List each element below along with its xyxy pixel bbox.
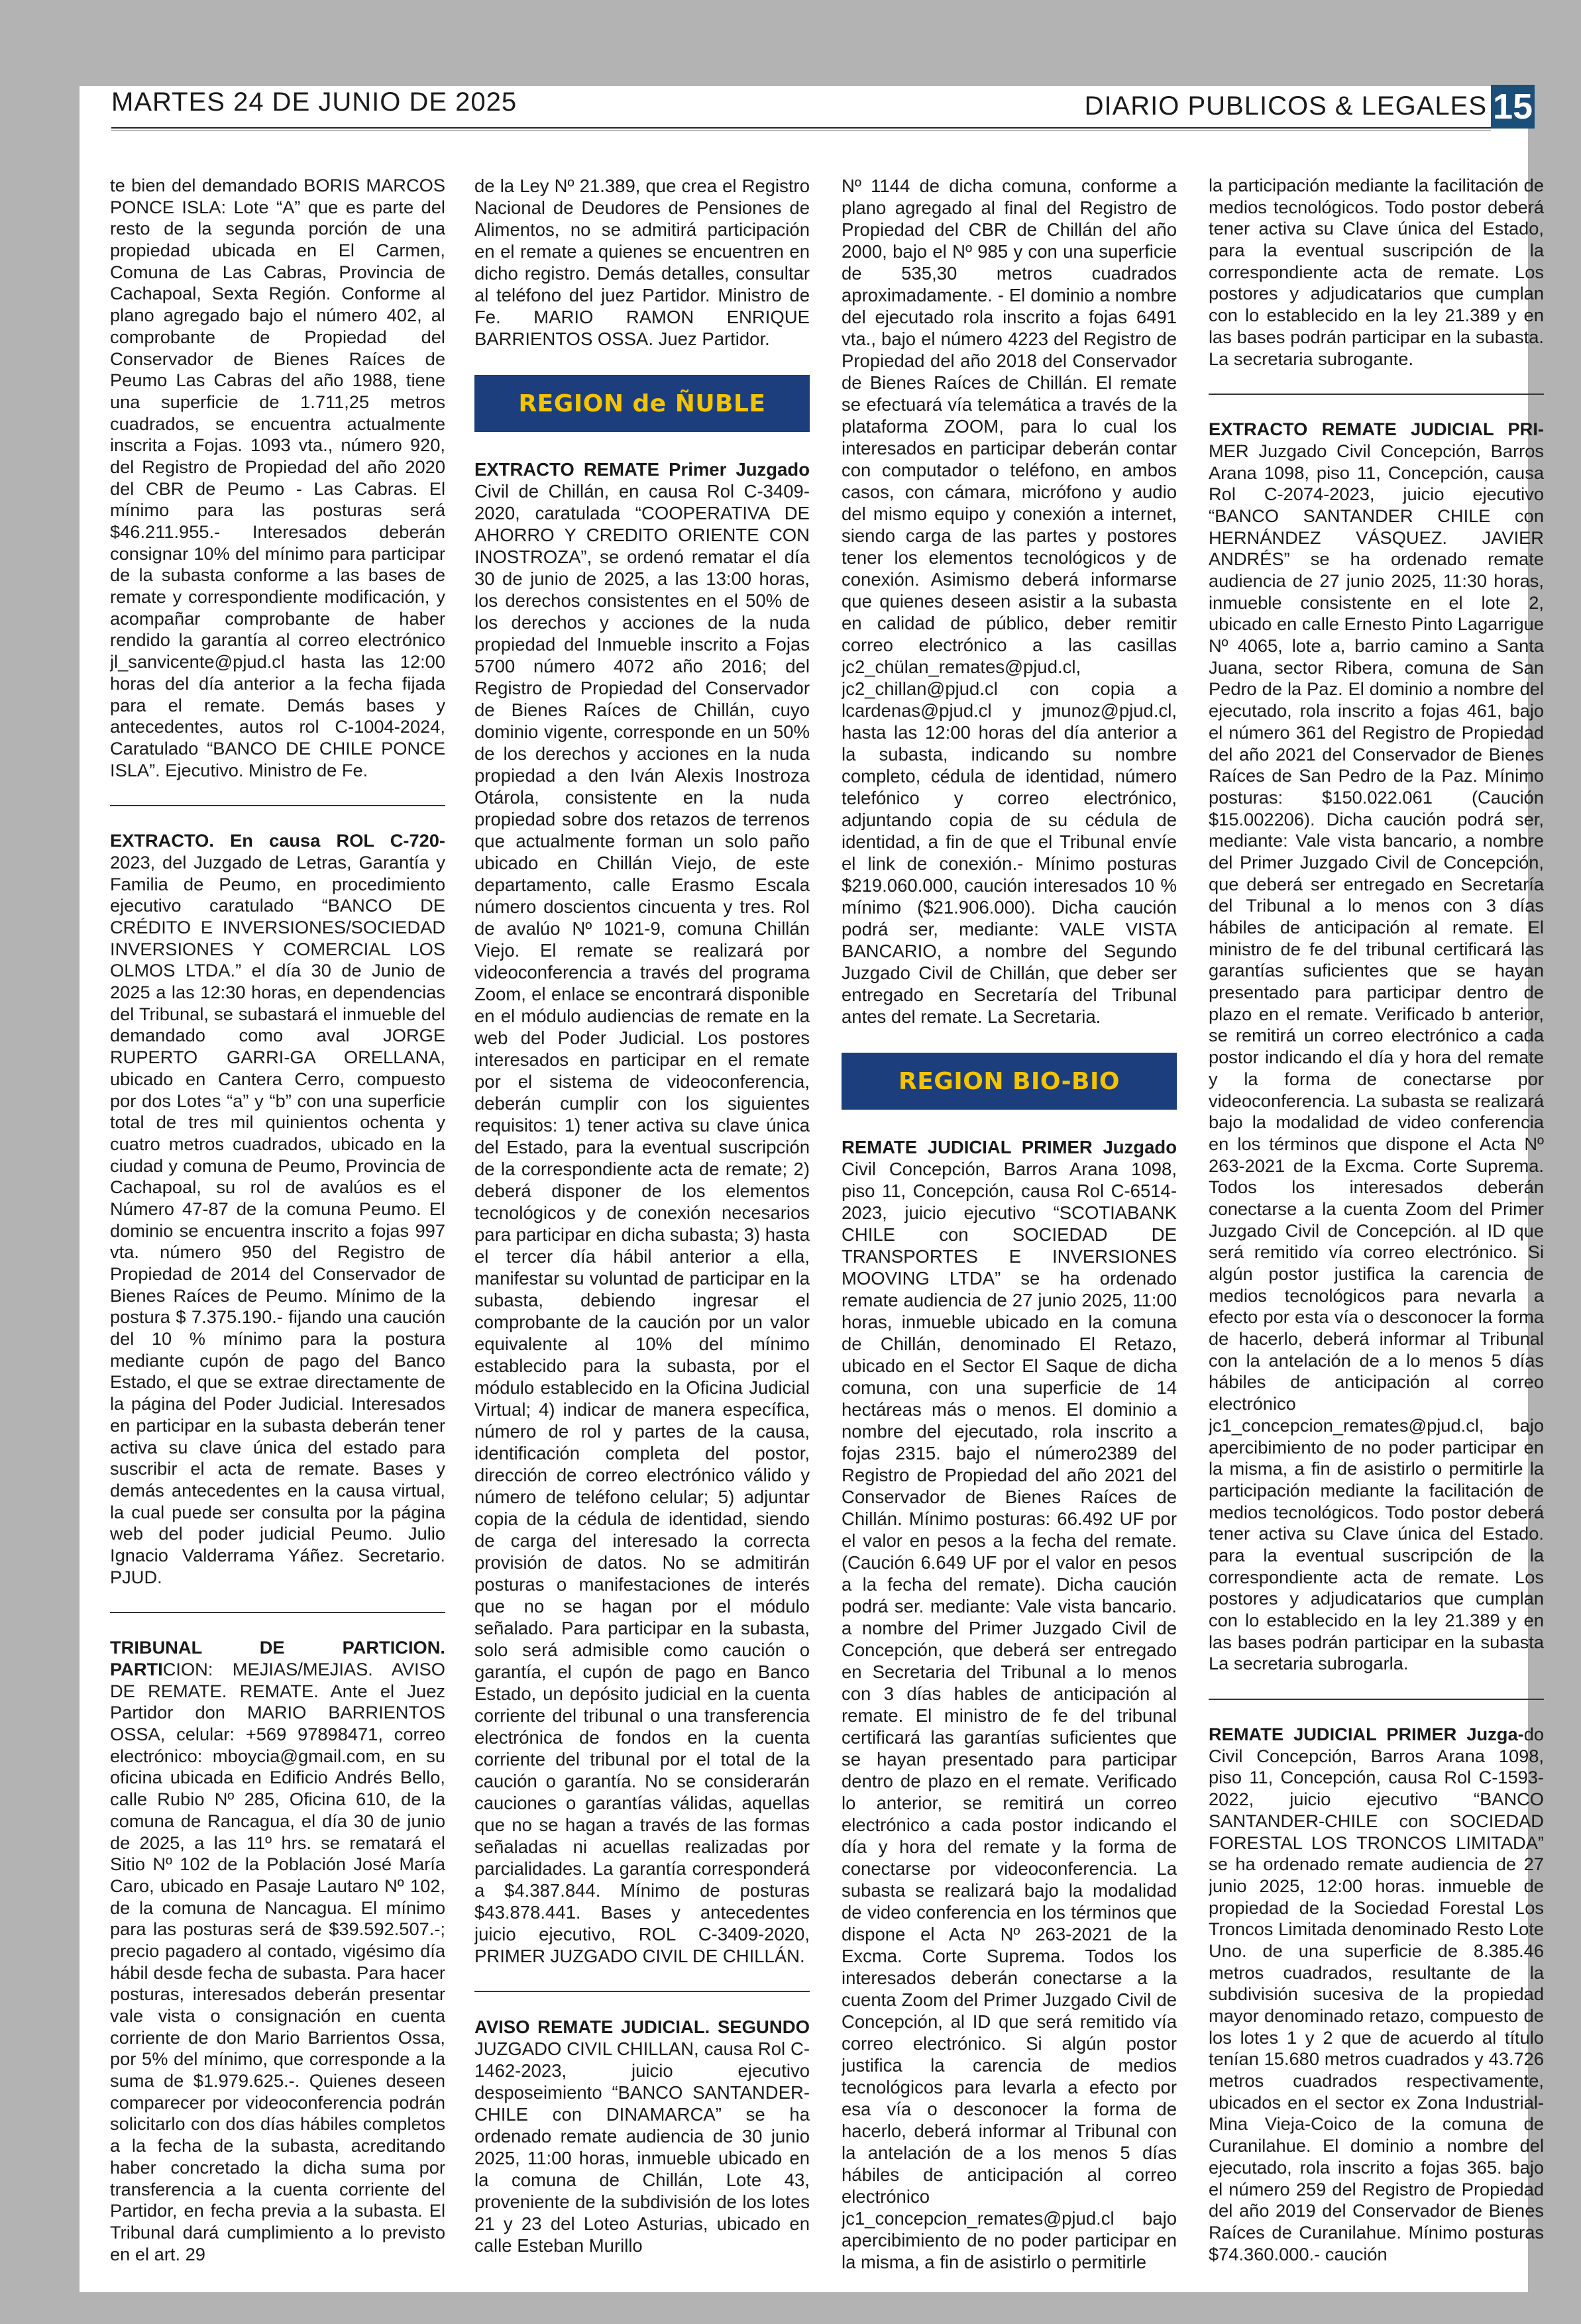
notice-separator [1209, 1699, 1544, 1700]
notice-body: Nº 1144 de dicha comuna, conforme a plano agregado al final del Registro de Propiedad del CBR de Chillán del año 2000, bajo el Nº 985 y con una superficie de 535,30 metros cuadrados aproximadamente. - El dominio a nombre del ejecutado rola inscrito a fojas 6491 vta., bajo el número 4223 del Registro de Propiedad del año 2018 del Conservador de Bienes Raíces de Chillán. El remate se efectuará vía telemática a través de la plataforma ZOOM, para lo cual los interesados en participar deberán contar con computador o teléfono, en ambos casos, con cámara, micrófono y audio del mismo equipo y conexión a internet, siendo carga de las partes y postores tener los elementos tecnológicos y de conexión. Asimismo deberá informarse que quienes deseen asistir a la subasta en calidad de público, deber remitir correo electrónico a las casillas jc2_chülan_remates@pjud.cl, jc2_chillan@pjud.cl con copia a lcardenas@pjud.cl y jmunoz@pjud.cl, hasta las 12:00 horas del día anterior a la subasta, indicando su nombre completo, cédula de identidad, número telefónico y correo electrónico, adjuntando copia de su cédula de identidad, a fin de que el Tribunal envíe el link de conexión.- Mínimo posturas $219.060.000, caución interesados 10 % mínimo ($21.906.000). Dicha caución podrá ser, mediante: VALE VISTA BANCARIO, a nombre del Segundo Juzgado Civil de Chillán, que deber ser entregado en Secretaría del Tribunal antes del remate. La Secretaria. [842, 176, 1177, 1027]
column-3 [842, 175, 1177, 2284]
legal-notice [110, 830, 445, 1588]
legal-notice [1209, 175, 1544, 370]
notice-separator [110, 1612, 445, 1613]
region-banner [842, 1053, 1177, 1110]
notice-body: 2023, del Juzgado de Letras, Garantía y Familia de Peumo, en procedimiento ejecutivo caratulado “BANCO DE CRÉDITO E INVERSIONES/SOCIEDAD INVERSIONES Y COMERCIAL LOS OLMOS LTDA.” el día 30 de Junio de 2025 a las 12:30 horas, en dependencias del Tribunal, se subastará el inmueble del demandado como aval JORGE RUPERTO GARRI-GA ORELLANA, ubicado en Cantera Cerro, compuesto por dos Lotes “a” y “b” con una superficie total de tres mil quinientos ochenta y cuatro metros cuadrados, ubicado en la ciudad y comuna de Peumo, Provincia de Cachapoal, su rol de avalúos es el Número 47-87 de la comuna Peumo. El dominio se encuentra inscrito a fojas 997 vta. número 950 del Registro de Propiedad de 2014 del Conservador de Bienes Raíces de Peumo. Mínimo de la postura $ 7.375.190.- fijando una caución del 10 % mínimo para la postura mediante cupón de pago del Banco Estado, el que se extrae directamente de la página del Poder Judicial. Interesados en participar en la subasta deberán tener activa su clave única del estado para suscribir el acta de remate. Bases y demás antecedentes en la causa virtual, la cual puede ser consulta por la página web del poder judicial Peumo. Julio Ignacio Valderrama Yáñez. Secretario. PJUD. [110, 851, 445, 1587]
top-margin [0, 0, 1581, 86]
legal-notice [474, 2016, 810, 2256]
notice-heading: EXTRACTO. En causa ROL C-720- [110, 830, 445, 851]
legal-notice [474, 458, 810, 1967]
legal-notice [1209, 419, 1544, 1675]
notice-body: CION: MEJIAS/MEJIAS. AVISO DE REMATE. REMATE. Ante el Juez Partidor don MARIO BARRIENTOS OSSA, celular: +569 97898471, correo electrónico: mboycia@gmail.com, en su oficina ubicada en Edificio Andrés Bello, calle Rubio Nº 285, Oficina 610, de la comuna de Rancagua, el día 30 de junio de 2025, a las 11º hrs. se rematará el Sitio Nº 102 de la Población José María Caro, ubicado en Pasaje Lautaro Nº 102, de la comuna de Nancagua. El mínimo para las posturas será de $39.592.507.-; precio pagadero al contado, vigésimo día hábil desde fecha de subasta. Para hacer posturas, interesados deberán presentar vale vista o consignación en cuenta corriente de don Mario Barrientos Ossa, por 5% del mínimo, que corresponde a la suma de $1.979.625.-. Quienes deseen comparecer por videoconferencia podrán solicitarlo con dos días hábiles completos a la fecha de la subasta, acreditando haber concretado la dicha suma por transferencia a la cuenta corriente del Partidor, en fecha previa a la subasta. El Tribunal dará cumplimiento a lo previsto en el art. 29 [110, 1659, 445, 2264]
left-margin [0, 0, 80, 2324]
region-banner-title: REGION de ÑUBLE [518, 390, 766, 417]
notice-body: te bien del demandado BORIS MARCOS PONCE ISLA: Lote “A” que es parte del resto de la segunda porción de una propiedad ubicada en El Carmen, Comuna de Las Cabras, Provincia de Cachapoal, Sexta Región. Conforme al plano agregado bajo el número 402, al comprobante de Propiedad del Conservador de Bienes Raíces de Peumo Las Cabras del año 1988, tiene una superficie de 1.711,25 metros cuadrados, se encuentra actualmente inscrita a Fojas. 1093 vta., número 920, del Registro de Propiedad del año 2020 del CBR de Peumo - Las Cabras. El mínimo para las posturas será $46.211.955.- Interesados deberán consignar 10% del mínimo para participar de la subasta conforme a las bases de remate y correspondiente modificación, y acompañar comprobante de haber rendido la garantía al correo electrónico jl_sanvicente@pjud.cl hasta las 12:00 horas del día anterior a la fecha fijada para el remate. Demás bases y antecedentes, autos rol C-1004-2024, Caratulado “BANCO DE CHILE PONCE ISLA”. Ejecutivo. Ministro de Fe. [110, 175, 445, 780]
notice-separator [1209, 394, 1544, 395]
notice-body: de la Ley Nº 21.389, que crea el Registro Nacional de Deudores de Pensiones de Alimentos, no se admitirá participación en el remate a quienes se encuentren en dicho registro. Demás detalles, consultar al teléfono del juez Partidor. Ministro de Fe. MARIO RAMON ENRIQUE BARRIENTOS OSSA. Juez Partidor. [474, 176, 810, 349]
bottom-margin [0, 2292, 1581, 2324]
notice-body: MER Juzgado Civil Concepción, Barros Arana 1098, piso 11, Concepción, causa Rol C-2074-2023, juicio ejecutivo “BANCO SANTANDER CHILE con HERNÁNDEZ VÁSQUEZ. JAVIER ANDRÉS” se ha ordenado remate audiencia de 27 junio 2025, 11:30 horas, inmueble consistente en el lote 2, ubicado en calle Ernesto Pinto Lagarrigue Nº 4065, lote a, barrio camino a Santa Juana, sector Ribera, comuna de San Pedro de la Paz. El dominio a nombre del ejecutado, rola inscrito a fojas 461, bajo el número 361 del Registro de Propiedad del año 2021 del Conservador de Bienes Raíces de San Pedro de la Paz. Mínimo posturas: $150.022.061 (Caución $15.002206). Dicha caución podrá ser, mediante: Vale vista bancario, a nombre del Primer Juzgado Civil de Concepción, que deberá ser entregado en Secretaría del Tribunal a lo menos con 3 días hábiles de anticipación al remate. El ministro de fe del tribunal certificará las garantías suficientes que se hayan presentado para participar dentro de plazo en el remate. Verificado b anterior, se remitirá un correo electrónico a cada postor indicando el día y hora del remate y la forma de conectarse por videoconferencia. La subasta se realizará bajo la modalidad de video conferencia en los términos que dispone el Acta Nº 263-2021 de la Excma. Corte Suprema. Todos los interesados deberán conectarse a la cuenta Zoom del Primer Juzgado Civil de Concepción. al ID que será remitido vía correo electrónico. Si algún postor justifica la carencia de medios tecnológicos para nevarla a efecto por esta vía o desconocer la forma de hacerlo, deberá informar al Tribunal con la antelación de a lo menos 5 días hábiles de anticipación al correo electrónico jc1_concepcion_remates@pjud.cl, bajo apercibimiento de no poder participar en la misma, a fin de asistirlo o permitirle la participación mediante la facilitación de medios tecnológicos. Todo postor deberá tener activa su Clave única del Estado. para la eventual suscripción de la correspondiente acta de remate. Los postores y adjudicatarios que cumplan con lo establecido en la ley 21.389 y en las bases podrán participar en la subasta La secretaria subrogarla. [1209, 440, 1544, 1674]
legal-notice [842, 1136, 1177, 2273]
column-2 [474, 175, 810, 2284]
header-date: MARTES 24 DE JUNIO DE 2025 [111, 87, 518, 117]
notice-body: Civil de Chillán, en causa Rol C-3409-2020, caratulada “COOPERATIVA DE AHORRO Y CREDITO ORIENTE CON INOSTROZA”, se ordenó rematar el día 30 de junio de 2025, a las 13:00 horas, los derechos consistentes en el 50% de los derechos y acciones de la nuda propiedad del Inmueble inscrito a Fojas 5700 número 4072 año 2016; del Registro de Propiedad del Conservador de Bienes Raíces de Chillán, cuyo dominio vigente, corresponde en un 50% de los derechos y acciones en la nuda propiedad a den Iván Alexis Inostroza Otárola, consistente en la nuda propiedad sobre dos retazos de terrenos que actualmente forman un solo paño ubicado en Chillán Viejo, de este departamento, calle Erasmo Escala número doscientos cincuenta y tres. Rol de avalúo Nº 1021-9, comuna Chillán Viejo. El remate se realizará por videoconferencia a través del programa Zoom, el enlace se encontrará disponible en el módulo audiencias de remate en la web del Poder Judicial. Los postores interesados en participar en el remate por el sistema de videoconferencia, deberán cumplir con los siguientes requisitos: 1) tener activa su clave única del Estado, para la eventual suscripción de la correspondiente acta de remate; 2) deberá disponer de los elementos tecnológicos y de conexión necesarios para participar en dicha subasta; 3) hasta el tercer día hábil anterior a ella, manifestar su voluntad de participar en la subasta, debiendo ingresar el comprobante de la caución por un valor equivalente al 10% del mínimo establecido para la subasta, por el módulo establecido en la Oficina Judicial Virtual; 4) indicar de manera específica, número de rol y partes de la causa, identificación completa del postor, dirección de correo electrónico válido y número de teléfono celular; 5) adjuntar copia de la cédula de identidad, siendo de carga del interesado la correcta provisión de datos. No se admitirán posturas o manifestaciones de interés que no se hagan por el módulo señalado. Para participar en la subasta, solo será admisible como caución o garantía, el cupón de pago en Banco Estado, un depósito judicial en la cuenta corriente del tribunal o una transferencia electrónica de fondos en la cuenta corriente del tribunal por el total de la caución o garantía. No se considerarán cauciones o garantías válidas, aquellas que no se hagan a través de las formas señaladas ni acuellas realizadas por parcialidades. La garantía corresponderá a $4.387.844. Mínimo de posturas $43.878.441. Bases y antecedentes juicio ejecutivo, ROL C-3409-2020, PRIMER JUZGADO CIVIL DE CHILLÁN. [474, 481, 810, 1966]
legal-notice [474, 175, 810, 350]
publication-name: DIARIO PUBLICOS & LEGALES [1084, 91, 1487, 121]
legal-notice [842, 175, 1177, 1028]
notice-separator [474, 1991, 810, 1992]
notice-body: do Civil Concepción, Barros Arana 1098, piso 11, Concepción, causa Rol C-1593-2022, juicio ejecutivo “BANCO SANTANDER-CHILE con SOCIEDAD FORESTAL LOS TRONCOS LIMITADA” se ha ordenado remate audiencia de 27 junio 2025, 12:00 horas. inmueble de propiedad de la Sociedad Forestal Los Troncos Limitada denominado Resto Lote Uno. de una superficie de 8.385.46 metros cuadrados, resultante de la subdivisión sucesiva de la propiedad mayor denominado retazo, compuesto de los lotes 1 y 2 que de acuerdo al título tenían 15.680 metros cuadrados y 43.726 metros cuadrados respectivamente, ubicados en el sector ex Zona Industrial-Mina Vieja-Coico de la comuna de Curanilahue. El dominio a nombre del ejecutado, rola inscrito a fojas 365. bajo el número 259 del Registro de Propiedad del año 2019 del Conservador de Bienes Raíces de Curanilahue. Mínimo posturas $74.360.000.- caución [1209, 1724, 1544, 2264]
header-rule [111, 127, 1491, 129]
page-number-badge: 15 [1491, 85, 1535, 129]
column-4 [1209, 175, 1544, 2284]
notice-body: Civil Concepción, Barros Arana 1098, piso 11, Concepción, causa Rol C-6514-2023, juicio ejecutivo “SCOTIABANK CHILE con SOCIEDAD DE TRANSPORTES E INVERSIONES MOOVING LTDA” se ha ordenado remate audiencia de 27 junio 2025, 11:00 horas, inmueble ubicado en la comuna de Chillán, denominado El Retazo, ubicado en el Sector El Saque de dicha comuna, con una superficie de 14 hectáreas más o menos. El dominio a nombre del ejecutado, rola inscrito a fojas 2315. bajo el número2389 del Registro de Propiedad del año 2021 del Conservador de Bienes Raíces de Chillán. Mínimo posturas: 66.492 UF por el valor en pesos a la fecha del remate. (Caución 6.649 UF por el valor en pesos a la fecha del remate). Dicha caución podrá ser. mediante: Vale vista bancario. a nombre del Primer Juzgado Civil de Concepción, que deberá ser entregado en Secretaria del Tribunal a lo menos con 3 días hables de anticipación al remate. El ministro de fe del tribunal certificará las garantías suficientes que se hayan presentado para participar dentro de plazo en el remate. Verificado lo anterior, se remitirá un correo electrónico a cada postor indicando el día y hora del remate y la forma de conectarse por videoconferencia. La subasta se realizará bajo la modalidad de video conferencia en los términos que dispone el Acta Nº 263-2021 de la Excma. Corte Suprema. Todos los interesados deberán conectarse a la cuenta Zoom del Primer Juzgado Civil de Concepción, al ID que será remitido vía correo electrónico. Si algún postor justifica la carencia de medios tecnológicos para levarla a efecto por esa vía o desconocer la forma de hacerlo, deberá informar al Tribunal con la antelación de a los menos 5 días hábiles de anticipación al correo electrónico jc1_concepcion_remates@pjud.cl bajo apercibimiento de no poder participar en la misma, a fin de asistirlo o permitirle [842, 1159, 1177, 2272]
notice-heading: EXTRACTO REMATE JUDICIAL PRI- [1209, 419, 1544, 440]
header-rule-thin [111, 130, 1491, 131]
notice-body: la participación mediante la facilitación de medios tecnológicos. Todo postor deberá tener activa su Clave única del Estado, para la eventual suscripción de la correspondiente acta de remate. Los postores y adjudicatarios que cumplan con lo establecido en la ley 21.389 y en las bases podrán participar en la subasta. La secretaria subrogante. [1209, 175, 1544, 369]
notice-heading: AVISO REMATE JUDICIAL. SEGUNDO [474, 2017, 810, 2037]
column-1 [110, 175, 445, 2284]
legal-notice [110, 1637, 445, 2265]
region-banner [474, 375, 810, 432]
legal-notice [110, 175, 445, 781]
notice-heading: TRIBUNAL DE PARTICION. PARTI [110, 1637, 445, 1679]
notice-heading: REMATE JUDICIAL PRIMER Juzgado [842, 1137, 1177, 1157]
notice-separator [110, 805, 445, 806]
notice-heading: EXTRACTO REMATE Primer Juzgado [474, 459, 810, 480]
notice-heading: REMATE JUDICIAL PRIMER Juzga- [1209, 1724, 1524, 1745]
legal-notice [1209, 1724, 1544, 2265]
notice-body: JUZGADO CIVIL CHILLAN, causa Rol C-1462-2023, juicio ejecutivo desposeimiento “BANCO SANTANDER-CHILE con DINAMARCA” se ha ordenado remate audiencia de 30 junio 2025, 11:00 horas, inmueble ubicado en la comuna de Chillán, Lote 43, proveniente de la subdivisión de los lotes 21 y 23 del Loteo Asturias, ubicado en calle Esteban Murillo [474, 2038, 810, 2256]
region-banner-title: REGION BIO-BIO [898, 1067, 1120, 1095]
